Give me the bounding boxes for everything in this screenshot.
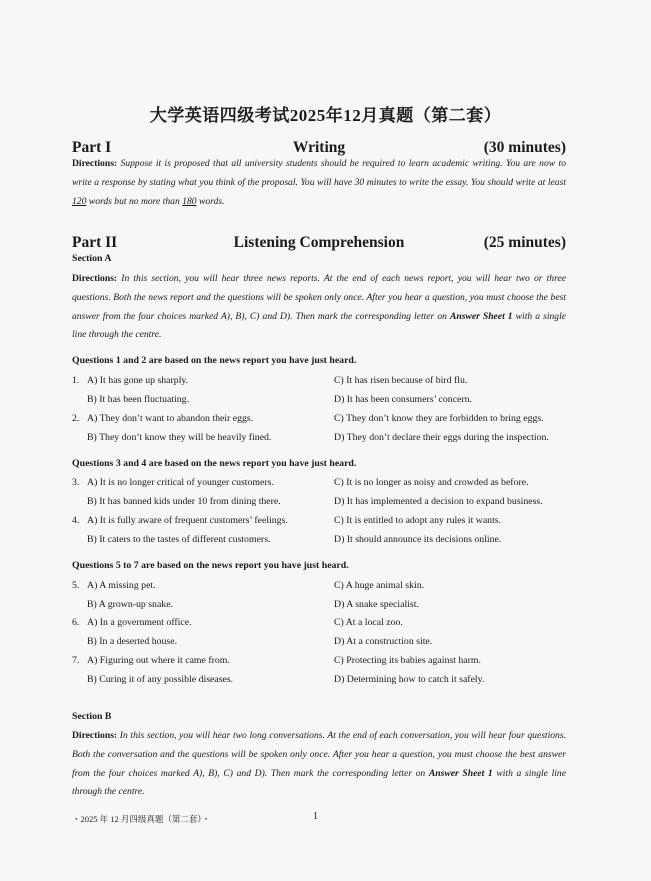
option-a: A) It is fully aware of frequent customers’ feelings. [87,515,288,526]
option-b: B) It caters to the tastes of different customers. [87,534,271,545]
max-words: 180 [182,195,197,207]
section-a-directions-text: In this section, you will hear three news reports. At the end of each news report, you will hear two or three questions. Both the news report and the questions will be spoken only once. After you hear a question, you must choose the best answer from the four choices marked A), B), C) and D). Then mark the corresponding letter on [72,273,566,322]
page-title: 大学英语四级考试2025年12月真题（第二套） [149,106,502,125]
section-b-directions-text: In this section, you will hear two long conversations. At the end of each conversation, you will hear four questions. Both the conversation and the questions will be spoken only once. After you hear a question, you must choose the best answer from the four choices marked A), B), C) and D). Then mark the corresponding letter on [72,730,566,779]
option-a: A) A missing pet. [87,580,156,591]
section-b-directions-label: Directions: [72,730,118,741]
part1-directions-label: Directions: [72,158,118,169]
footer-label: ・2025 年 12 月四级真题（第二套）・ [72,814,211,824]
part1-directions-text: Suppose it is proposed that all university students should be required to learn academic writing. You are now to write a response by stating what you think of the proposal. You will have 30 minutes to write the essay. You should write at least [72,158,566,188]
section-b-answer-sheet: Answer Sheet 1 [428,767,493,779]
part1-directions [72,155,566,211]
page-number: 1 [313,811,318,822]
option-a: A) It has gone up sharply. [87,375,189,386]
question-number: 6. [72,617,80,628]
part2-header [72,234,566,254]
option-d: D) A snake specialist. [334,599,419,610]
question-group-heading: Questions 5 to 7 are based on the news report you have just heard. [72,560,349,571]
part1-directions-text-c: words. [196,195,225,207]
option-c: C) A huge animal skin. [334,580,425,591]
section-a-answer-sheet: Answer Sheet 1 [449,310,513,322]
part1-directions-text-b: words but no more than [86,195,183,207]
section-a-directions-label: Directions: [72,273,118,284]
question-number: 7. [72,655,80,666]
option-b: B) It has been fluctuating. [87,394,190,405]
option-b: B) In a deserted house. [87,636,178,647]
option-a: A) They don’t want to abandon their eggs. [87,413,254,424]
option-a: A) In a government office. [87,617,192,628]
part1-time: (30 minutes) [483,139,566,156]
option-c: C) It is entitled to adopt any rules it wants. [334,515,502,526]
option-c: C) They don’t know they are forbidden to bring eggs. [334,413,544,424]
question-number: 4. [72,515,80,526]
question-group-heading: Questions 3 and 4 are based on the news report you have just heard. [72,458,357,469]
option-c: C) It is no longer as noisy and crowded as before. [334,477,529,488]
section-a-directions-text-b: with a single line through the centre. [72,310,566,341]
question-number: 1. [72,375,80,386]
section-a-directions [72,270,566,345]
option-d: D) At a construction site. [334,636,433,647]
option-c: C) At a local zoo. [334,617,403,628]
part1-name: Writing [292,139,346,156]
question-number: 2. [72,413,80,424]
section-b-directions [72,727,566,802]
option-a: A) It is no longer critical of younger customers. [87,477,274,488]
min-words: 120 [72,195,87,207]
question-number: 3. [72,477,80,488]
option-d: D) It has implemented a decision to expand business. [334,496,543,507]
option-d: D) They don’t declare their eggs during the inspection. [334,432,549,443]
section-a-label: Section A [72,253,112,264]
section-b-directions-text-b: with a single line through the centre. [72,767,566,798]
option-c: C) Protecting its babies against harm. [334,655,481,666]
option-a: A) Figuring out where it came from. [87,655,230,666]
option-d: D) It has been consumers’ concern. [334,394,473,405]
question-group-heading: Questions 1 and 2 are based on the news report you have just heard. [72,355,357,366]
part2-label: Part II [72,234,118,251]
question-number: 5. [72,580,80,591]
part1-label: Part I [72,139,112,156]
option-b: B) It has banned kids under 10 from dining there. [87,496,281,507]
part2-time: (25 minutes) [483,234,566,251]
option-b: B) They don’t know they will be heavily fined. [87,432,272,443]
option-b: B) A grown-up snake. [87,599,173,610]
section-b-label: Section B [72,711,112,722]
option-d: D) Determining how to catch it safely. [334,674,485,685]
option-b: B) Curing it of any possible diseases. [87,674,234,685]
option-d: D) It should announce its decisions online. [334,534,502,545]
part2-name: Listening Comprehension [233,234,405,251]
option-c: C) It has risen because of bird flu. [334,375,468,386]
